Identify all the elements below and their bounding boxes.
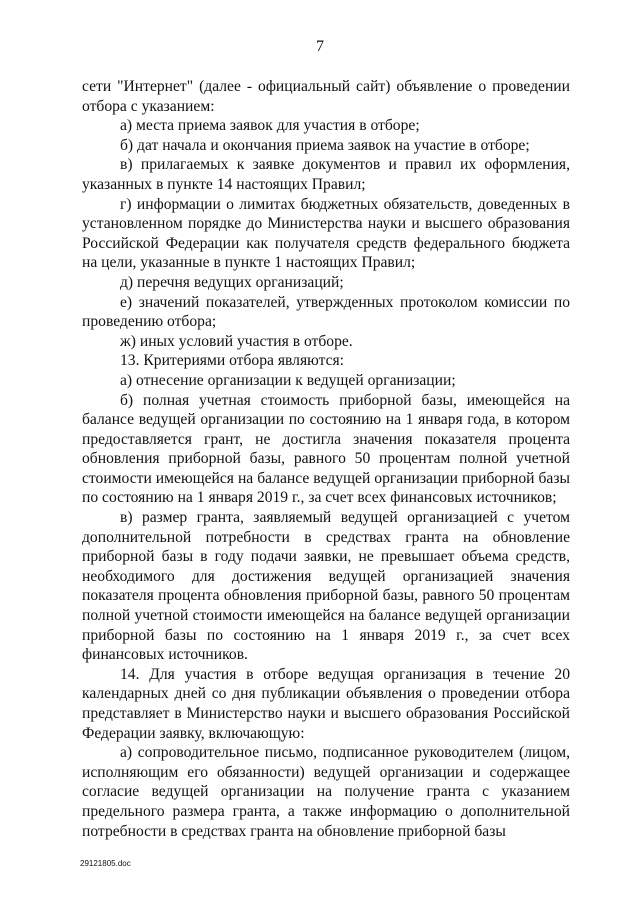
list-item: в) размер гранта, заявляемый ведущей организацией с учетом дополнительной потребности в средствах гранта на обновление приборной базы в году подачи заявки, не превышает объема средств, необходимого для достижения ведущей организацией значения показателя процента обновления приборной базы, равного 50 процентам полной учетной стоимости имеющейся на балансе ведущей организации приборной базы по состоянию на 1 января 2019 г., за счет всех финансовых источников. [82, 509, 570, 664]
list-item: д) перечня ведущих организаций; [120, 273, 344, 291]
page-number: 7 [316, 38, 324, 55]
list-item: ж) иных условий участия в отборе. [120, 332, 353, 350]
list-item: а) сопроводительное письмо, подписанное руководителем (лицом, исполняющим его обязанности) ведущей организации и содержащее согласие ведущей организации на получение гранта с указанием предельного размера гранта, а также информацию о дополнительной потребности в средствах гранта на обновление приборной базы [82, 744, 570, 840]
list-item: в) прилагаемых к заявке документов и правил их оформления, указанных в пункте 14 настоящих Правил; [82, 156, 570, 193]
list-item: а) места приема заявок для участия в отборе; [120, 117, 420, 135]
paragraph: сети "Интернет" (далее - официальный сайт) объявление о проведении отбора с указанием: [82, 78, 570, 115]
list-item: б) дат начала и окончания приема заявок на участие в отборе; [120, 136, 530, 154]
paragraph: 14. Для участия в отборе ведущая организация в течение 20 календарных дней со дня публикации объявления о проведении отбора представляет в Министерство науки и высшего образования Российской Федерации заявку, включающую: [82, 665, 570, 742]
list-item: е) значений показателей, утвержденных протоколом комиссии по проведению отбора; [82, 293, 570, 331]
section-heading: 13. Критериями отбора являются: [120, 352, 345, 370]
document-file-id: 29121805.doc [80, 859, 131, 868]
list-item: б) полная учетная стоимость приборной базы, имеющейся на балансе ведущей организации по состоянию на 1 января года, в котором предоставляется грант, не достигла значения показателя процента обновления приборной базы, равного 50 процентам полной учетной стоимости имеющейся на балансе ведущей организации приборной базы по состоянию на 1 января 2019 г., за счет всех финансовых источников; [82, 391, 570, 507]
list-item: г) информации о лимитах бюджетных обязательств, доведенных в установленном порядке до Министерства науки и высшего образования Российской Федерации как получателя средств федерального бюджета на цели, указанные в пункте 1 настоящих Правил; [82, 195, 570, 272]
document-body [82, 77, 570, 841]
list-item: а) отнесение организации к ведущей организации; [120, 371, 456, 389]
